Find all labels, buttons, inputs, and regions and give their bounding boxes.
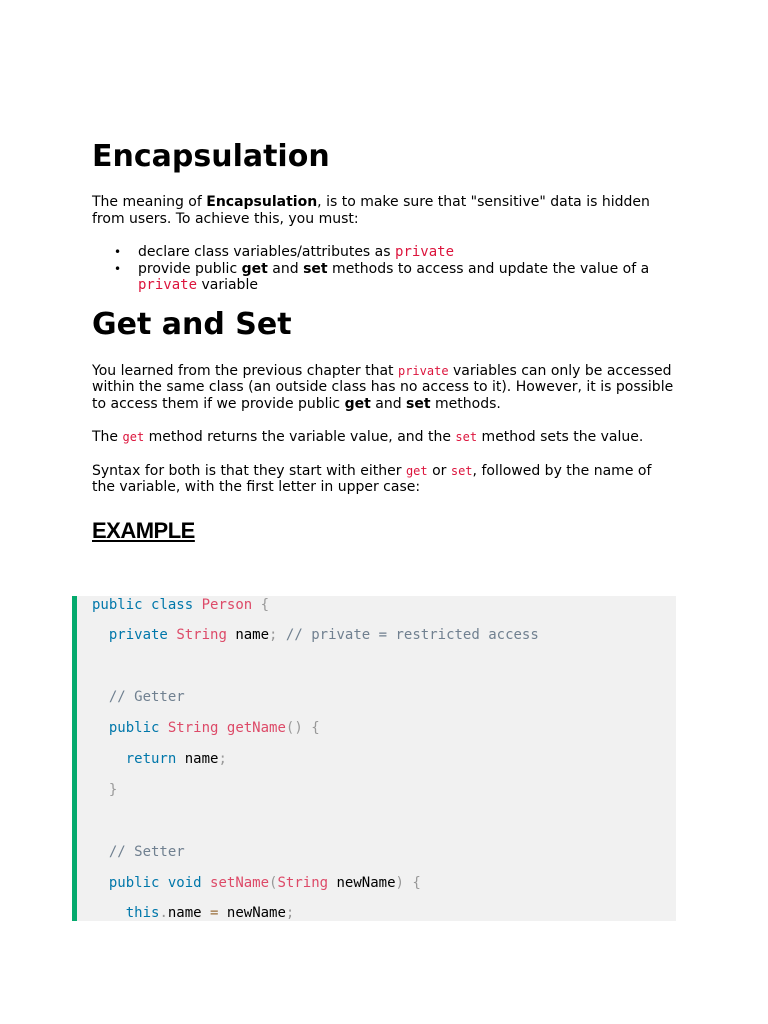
code-punct: () [285, 720, 303, 736]
paragraph-text: The [92, 429, 123, 445]
code-punct: ( [269, 875, 278, 891]
intro-bold: Encapsulation [206, 194, 318, 210]
code-punct: { [260, 597, 270, 613]
intro-text: The meaning of [92, 194, 207, 210]
code-line [92, 875, 421, 891]
code-punct: ) [395, 875, 404, 891]
code-function: getName [226, 720, 286, 736]
paragraph-text: You learned from the previous chapter that [92, 362, 398, 379]
code-line [92, 720, 320, 736]
intro-text-end: , is to make sure that "sensitive" data is hidden from users. To achieve this, you must: [92, 194, 650, 227]
list-item [138, 244, 678, 261]
list-item-text: methods to access and update the value of a [327, 260, 650, 277]
code-comment: // Getter [108, 689, 185, 705]
paragraph-text: or [427, 462, 451, 479]
code-punct: { [412, 875, 421, 891]
paragraph [92, 429, 678, 446]
paragraph [92, 463, 678, 496]
code-identifier: name [167, 905, 202, 921]
code-keyword: void [167, 875, 202, 891]
code-punct: . [159, 905, 168, 921]
code-identifier: newName [226, 905, 286, 921]
paragraph [92, 363, 678, 413]
code-keyword: public [108, 875, 160, 891]
inline-code: private [397, 363, 449, 378]
code-comment: // private = restricted access [285, 627, 539, 643]
paragraph-text: Syntax for both is that they start with either [92, 462, 406, 479]
code-line [92, 844, 185, 860]
code-class-name: Person [201, 597, 253, 613]
code-keyword: public [108, 720, 160, 736]
inline-code: get [405, 463, 428, 478]
list-item-text: provide public [138, 260, 242, 277]
inline-code: private [395, 244, 455, 260]
code-type: String [176, 627, 227, 643]
code-function: setName [210, 875, 270, 891]
paragraph-text: variables can only be accessed within the same class (an outside class has no access to it). However, it is possible to access them if we provide public [92, 362, 674, 412]
inline-code: set [450, 463, 473, 478]
code-identifier: name [184, 751, 219, 767]
section-title: Get and Set [92, 306, 292, 342]
code-type: String [277, 875, 329, 891]
code-identifier: name [235, 627, 270, 643]
code-punct: { [311, 720, 320, 736]
list-item-text: declare class variables/attributes as [138, 244, 396, 260]
bold-get: get [344, 395, 371, 412]
code-block [72, 596, 676, 921]
paragraph-text: , followed by the name of the variable, with the first letter in upper case: [92, 462, 652, 495]
code-operator: = [210, 905, 219, 921]
code-keyword: private [108, 627, 168, 643]
code-line [92, 782, 117, 798]
code-keyword: return [125, 751, 177, 767]
paragraph-text: method sets the value. [477, 429, 644, 445]
code-keyword: public [92, 597, 143, 613]
inline-code: set [455, 430, 478, 444]
page-title: Encapsulation [92, 139, 330, 174]
requirements-list [92, 244, 678, 294]
example-heading: EXAMPLE [92, 517, 195, 543]
code-punct: } [108, 782, 118, 798]
code-line [92, 597, 269, 613]
code-keyword: this [125, 905, 160, 921]
code-line [92, 627, 539, 643]
code-keyword: class [151, 597, 194, 613]
code-punct: ; [218, 751, 227, 767]
paragraph-text: and [370, 395, 407, 412]
paragraph-text: method returns the variable value, and the [144, 429, 456, 445]
bold-set: set [303, 260, 328, 277]
code-punct: ; [269, 627, 278, 643]
code-type: String [167, 720, 219, 736]
bold-get: get [241, 260, 268, 277]
code-punct: ; [285, 905, 295, 921]
code-line [92, 905, 294, 921]
list-item [138, 261, 678, 294]
code-comment: // Setter [108, 844, 185, 860]
paragraph-text: methods. [430, 395, 501, 412]
inline-code: get [122, 430, 145, 444]
bold-set: set [406, 395, 431, 412]
list-item-text: variable [197, 277, 258, 293]
inline-code: private [138, 277, 198, 293]
code-line [92, 689, 185, 705]
code-line [92, 751, 227, 767]
intro-paragraph [92, 194, 678, 227]
article [92, 138, 678, 544]
code-identifier: newName [336, 875, 396, 891]
list-item-text: and [267, 260, 304, 277]
